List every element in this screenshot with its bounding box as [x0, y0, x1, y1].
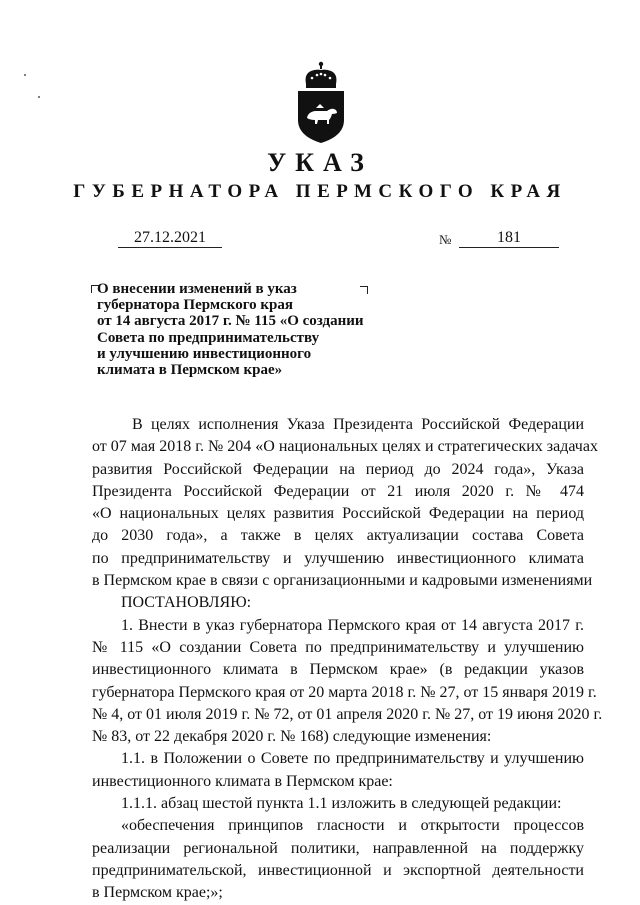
body-line: № 4, от 01 июля 2019 г. № 72, от 01 апреля 2020 г. № 27, от 19 июня 2020 г. [92, 705, 603, 723]
document-number: 181 [459, 228, 559, 248]
document-subtitle: ГУБЕРНАТОРА ПЕРМСКОГО КРАЯ [73, 181, 567, 202]
body-line: Президента Российской Федерации от 21 июля 2020 г. № 474 [92, 482, 584, 500]
body-line: 1.1.1. абзац шестой пункта 1.1 изложить в следующей редакции: [121, 795, 562, 813]
body-line: инвестиционного климата в Пермском крае: [92, 772, 393, 790]
body-line: № 115 «О создании Совета по предпринимательству и улучшению [92, 638, 584, 656]
subject-line: и улучшению инвестиционного [97, 345, 312, 362]
body-line: в Пермском крае;»; [92, 884, 223, 902]
body-line: предпринимательской, инвестиционной и экспортной деятельности [92, 861, 584, 879]
body-line: «обеспечения принципов гласности и открытости процессов [121, 817, 584, 835]
body-line: от 07 мая 2018 г. № 204 «О национальных целях и стратегических задачах [92, 438, 598, 456]
body-line: развития Российской Федерации на период до 2024 года», Указа [92, 460, 584, 478]
body-line: № 83, от 22 декабря 2020 г. № 168) следующие изменения: [92, 728, 492, 746]
number-sign: № [439, 232, 452, 247]
body-line: в Пермском крае в связи с организационными и кадровыми изменениями [92, 572, 593, 590]
subject-line: от 14 августа 2017 г. № 115 «О создании [97, 313, 364, 330]
body-line: 1.1. в Положении о Совете по предпринимательству и улучшению [121, 750, 584, 768]
subject-line: О внесении изменений в указ [97, 281, 297, 297]
subject-line: губернатора Пермского края [97, 297, 293, 314]
body-line: реализации региональной политики, направленной на поддержку [92, 839, 584, 857]
body-line: «О национальных целях развития Российской Федерации на период [92, 505, 584, 523]
subject-line: Совета по предпринимательству [97, 329, 320, 346]
document-title: УКАЗ [267, 148, 373, 177]
body-line: В целях исполнения Указа Президента Российской Федерации [132, 416, 584, 433]
scan-speck [38, 96, 40, 98]
subject-line: климата в Пермском крае» [97, 362, 283, 379]
document-subject [97, 281, 387, 378]
document-date: 27.12.2021 [118, 228, 222, 248]
body-line: губернатора Пермского края от 20 марта 2018 г. № 27, от 15 января 2019 г. [92, 683, 597, 701]
body-line: до 2030 года», а также в целях актуализации состава Совета [92, 527, 584, 545]
coat-of-arms-icon [294, 60, 348, 144]
body-line: 1. Внести в указ губернатора Пермского края от 14 августа 2017 г. [121, 616, 584, 634]
body-line: по предпринимательству и улучшению инвестиционного климата [92, 549, 584, 567]
resolution-word: ПОСТАНОВЛЯЮ: [121, 594, 252, 612]
body-line: инвестиционного климата в Пермском крае» (в редакции указов [92, 661, 584, 679]
document-body [92, 414, 603, 905]
scan-speck [24, 74, 26, 76]
